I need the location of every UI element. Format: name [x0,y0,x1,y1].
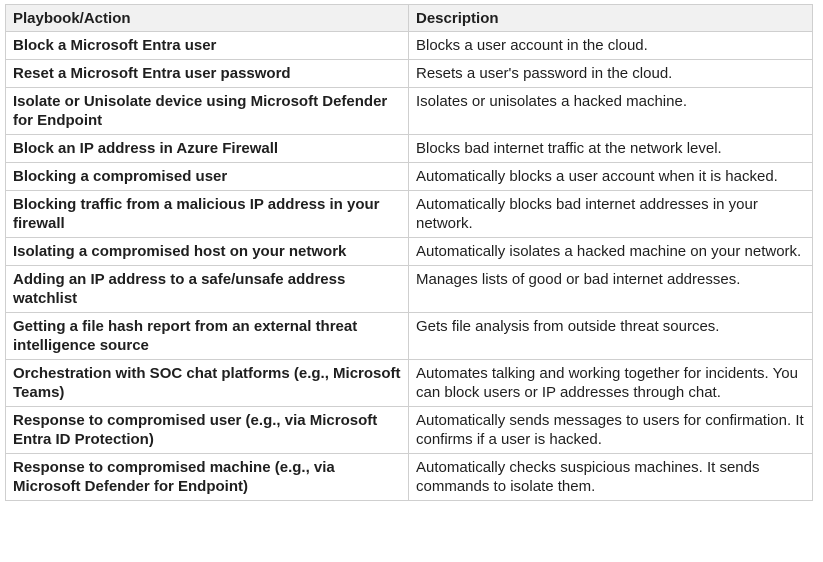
table-row [6,191,813,238]
table-row [6,163,813,191]
cell-description: Automates talking and working together for incidents. You can block users or IP addresses through chat. [409,360,813,407]
cell-action: Block an IP address in Azure Firewall [6,135,409,163]
header-row [6,5,813,32]
table-row [6,88,813,135]
table-row [6,407,813,454]
cell-description: Blocks bad internet traffic at the network level. [409,135,813,163]
table-row [6,360,813,407]
cell-action: Block a Microsoft Entra user [6,32,409,60]
header-description: Description [409,5,813,32]
playbook-table-container [5,4,812,501]
cell-action: Getting a file hash report from an external threat intelligence source [6,313,409,360]
table-body [6,32,813,501]
cell-description: Isolates or unisolates a hacked machine. [409,88,813,135]
cell-action: Response to compromised machine (e.g., via Microsoft Defender for Endpoint) [6,454,409,501]
table-row [6,313,813,360]
header-playbook-action: Playbook/Action [6,5,409,32]
cell-description: Gets file analysis from outside threat sources. [409,313,813,360]
cell-description: Automatically blocks bad internet addresses in your network. [409,191,813,238]
cell-action: Blocking a compromised user [6,163,409,191]
cell-description: Blocks a user account in the cloud. [409,32,813,60]
table-row [6,32,813,60]
table-header [6,5,813,32]
cell-description: Automatically isolates a hacked machine on your network. [409,238,813,266]
cell-description: Automatically sends messages to users for confirmation. It confirms if a user is hacked. [409,407,813,454]
cell-action: Adding an IP address to a safe/unsafe address watchlist [6,266,409,313]
cell-action: Isolate or Unisolate device using Microsoft Defender for Endpoint [6,88,409,135]
cell-description: Automatically blocks a user account when it is hacked. [409,163,813,191]
table-row [6,266,813,313]
cell-description: Resets a user's password in the cloud. [409,60,813,88]
table-row [6,135,813,163]
cell-action: Blocking traffic from a malicious IP address in your firewall [6,191,409,238]
table-row [6,60,813,88]
cell-description: Automatically checks suspicious machines. It sends commands to isolate them. [409,454,813,501]
cell-action: Reset a Microsoft Entra user password [6,60,409,88]
table-row [6,454,813,501]
cell-action: Response to compromised user (e.g., via Microsoft Entra ID Protection) [6,407,409,454]
cell-action: Orchestration with SOC chat platforms (e.g., Microsoft Teams) [6,360,409,407]
table-row [6,238,813,266]
cell-description: Manages lists of good or bad internet addresses. [409,266,813,313]
cell-action: Isolating a compromised host on your network [6,238,409,266]
playbook-table [5,4,813,501]
